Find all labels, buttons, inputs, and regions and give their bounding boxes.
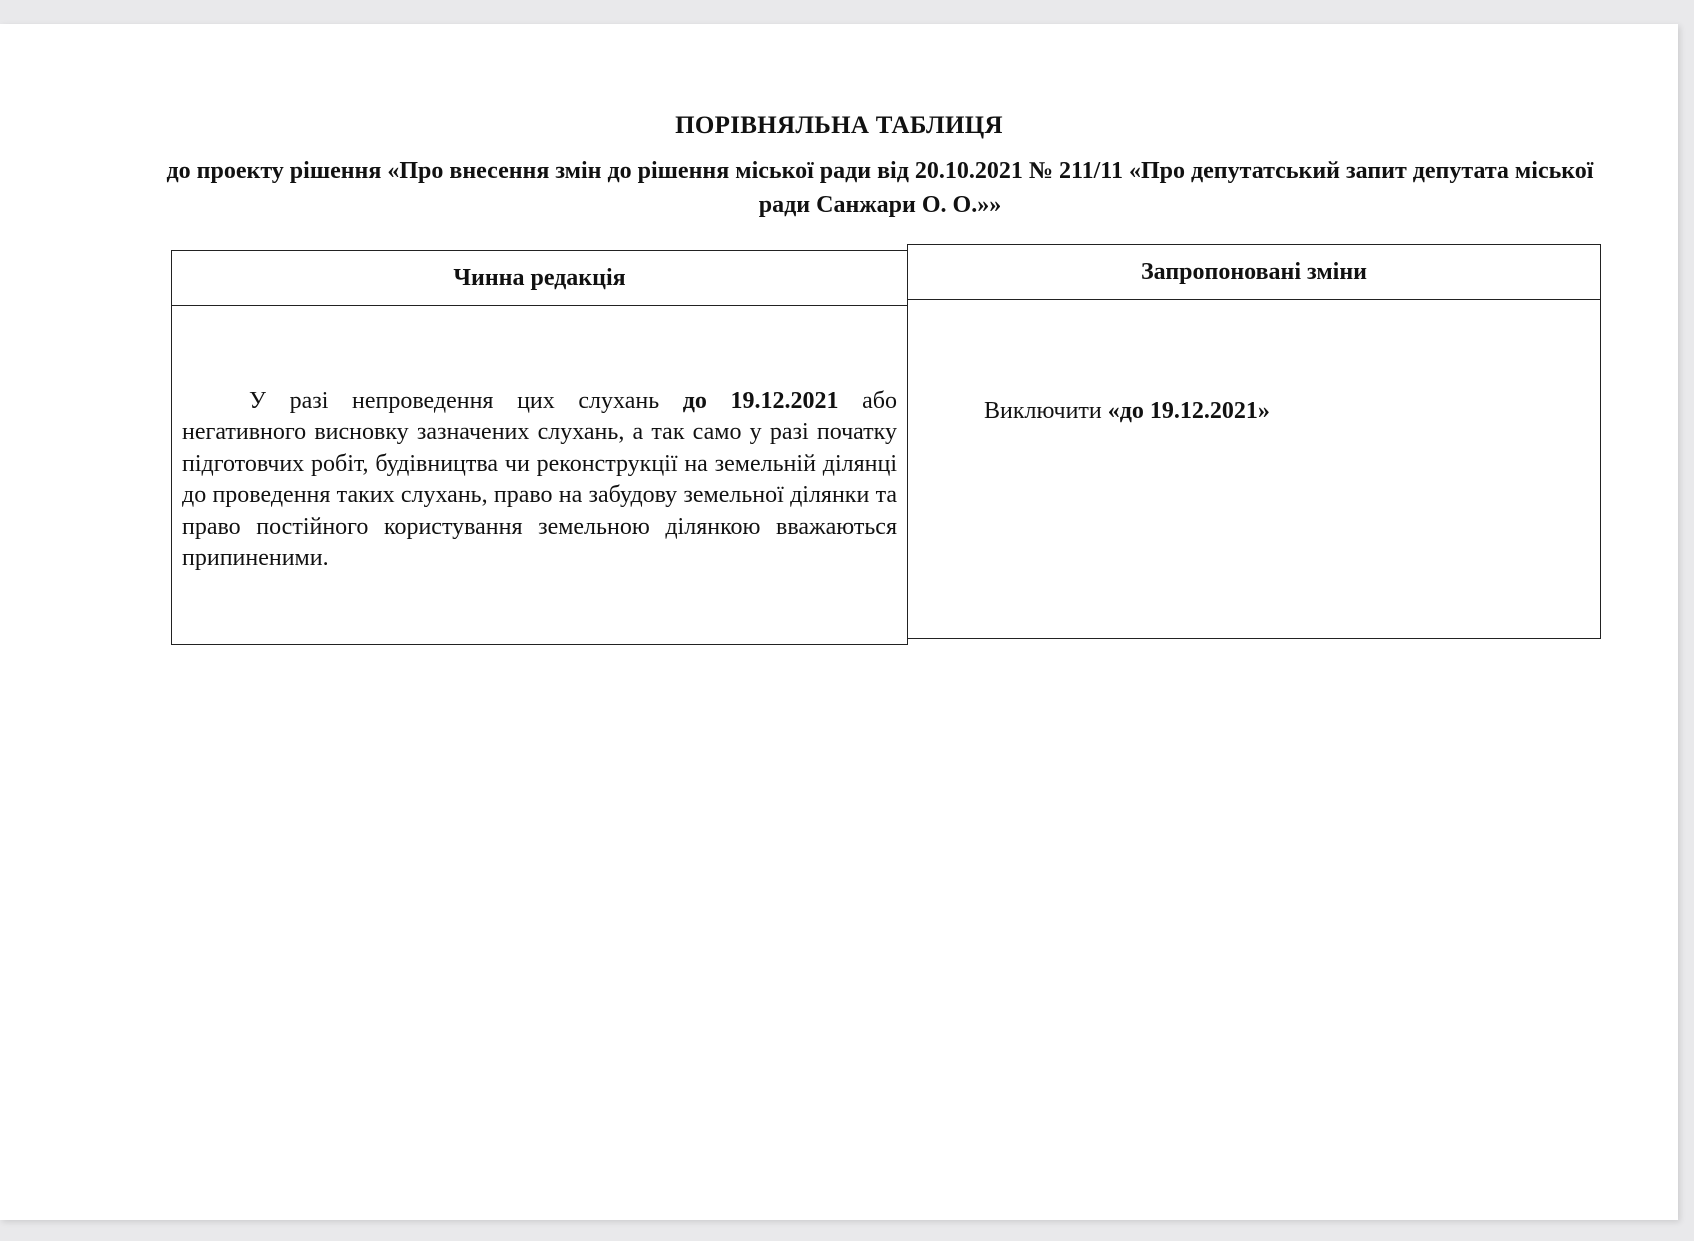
document-subtitle: до проекту рішення «Про внесення змін до рішення міської ради від 20.10.2021 № 211/11 «Про депутатський запит депутата міської ради Санжари О. О.»» bbox=[166, 158, 1594, 218]
document-page bbox=[0, 24, 1678, 1220]
proposed-changes-text bbox=[908, 300, 1600, 425]
comparison-table-proposed bbox=[907, 244, 1601, 639]
proposed-text-date: «до 19.12.2021» bbox=[1107, 398, 1270, 424]
comparison-table-current bbox=[171, 250, 908, 645]
document-title: ПОРІВНЯЛЬНА ТАБЛИЦЯ bbox=[675, 112, 1003, 139]
proposed-text-part1: Виключити bbox=[984, 398, 1108, 424]
header-current-edition: Чинна редакція bbox=[172, 251, 908, 306]
cell-current-edition bbox=[172, 306, 908, 645]
current-text-part1: У разі непроведення цих слухань bbox=[249, 387, 683, 414]
header-proposed-changes: Запропоновані зміни bbox=[908, 245, 1601, 300]
current-text-date: до 19.12.2021 bbox=[682, 387, 839, 414]
cell-proposed-changes bbox=[908, 300, 1601, 639]
current-edition-text bbox=[172, 386, 907, 575]
current-text-part2: або негативного висновку зазначених слухань, а так само у разі початку підготовчих робіт, будівництва чи реконструкції на земельній ділянці до проведення таких слухань, право на забудову земельної ділянки та право постійного користування земельною ділянкою вважаються припиненими. bbox=[182, 387, 897, 571]
